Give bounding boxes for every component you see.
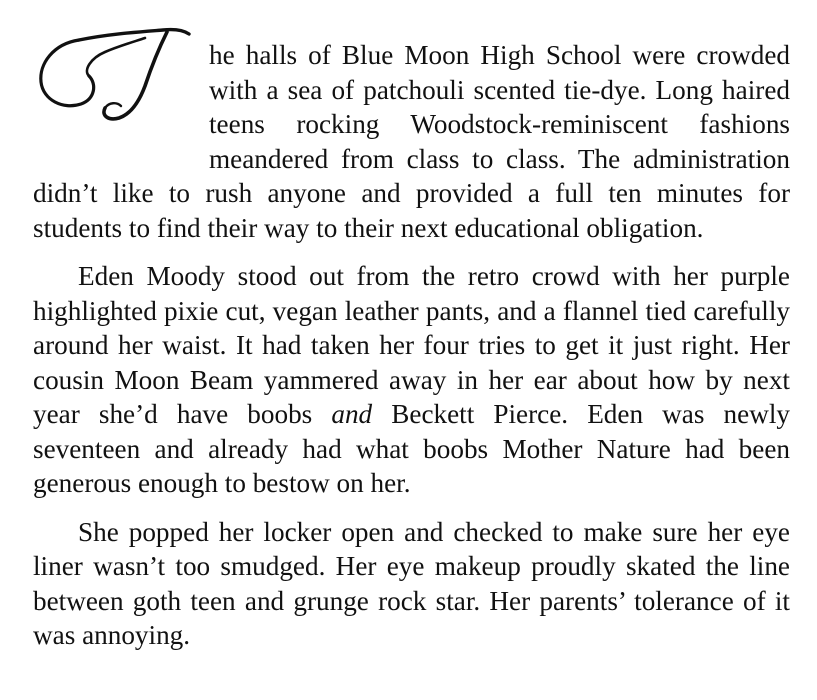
- drop-cap-letter: [33, 8, 34, 9]
- paragraph-2: [33, 259, 790, 501]
- paragraph-2-text-a: Eden Moody stood out from the retro crowd with her purple highlighted pixie cut, vegan leather pants, and a flannel tied carefully around her waist. It had taken her four tries to get it just right. Her cousin Moon Beam yammered away in her ear about how by next year she’d have boobs: [33, 261, 790, 429]
- drop-cap: [33, 8, 193, 113]
- paragraph-2-emphasis: and: [331, 399, 373, 429]
- book-page: [33, 38, 790, 653]
- paragraph-3: She popped her locker open and checked to make sure her eye liner wasn’t too smudged. Her eye makeup proudly skated the line between goth teen and grunge rock star. Her parents’ tolerance of it was annoying.: [33, 516, 790, 650]
- paragraph-1: [33, 38, 790, 245]
- paragraph-2-text-b: Beckett Pierce. Eden was newly seventeen and already had what boobs Mother Nature had been generous enough to bestow on her.: [33, 399, 790, 498]
- paragraph-1-text: he halls of Blue Moon High School were crowded with a sea of patchouli scented tie-dye. Long haired teens rocking Woodstock-reminiscent fashions meandered from class to class. The administration didn’t like to rush anyone and provided a full ten minutes for students to find their way to their next educational obligation.: [33, 40, 790, 243]
- drop-cap-t-glyph: [33, 28, 193, 123]
